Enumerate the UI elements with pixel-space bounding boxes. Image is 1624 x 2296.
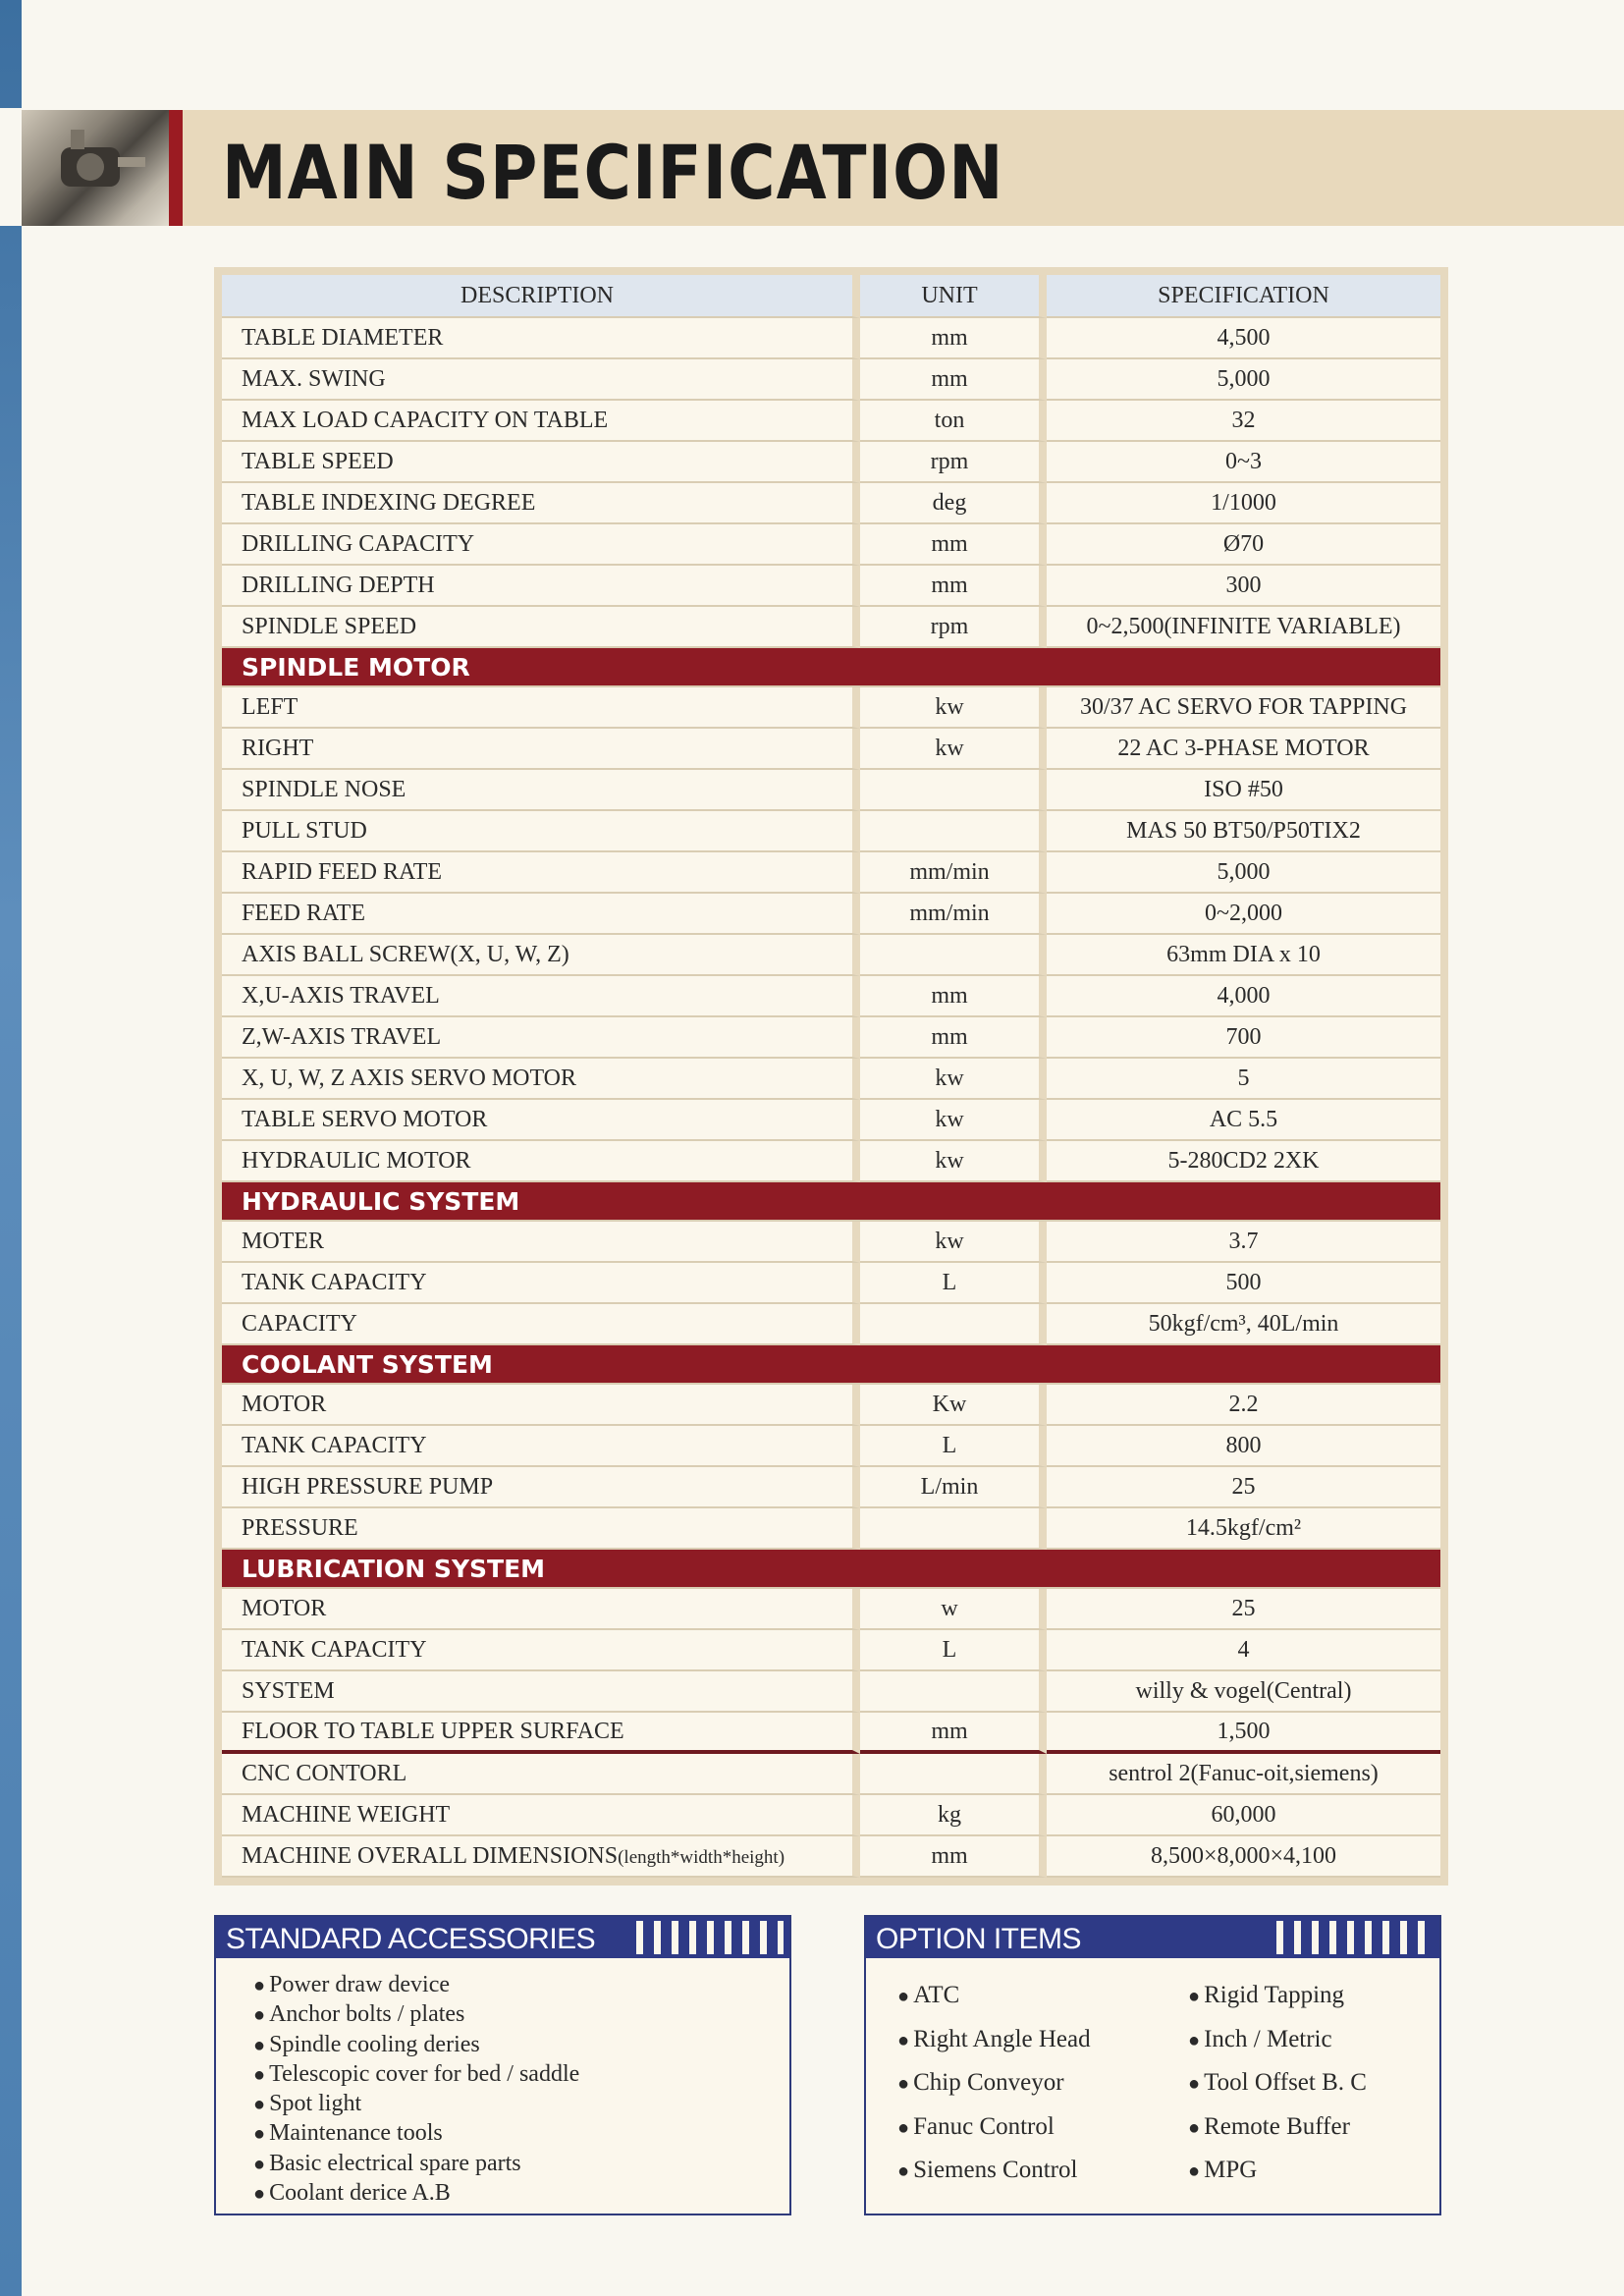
cell-unit: deg — [860, 483, 1047, 524]
option-item-text: Right Angle Head — [913, 2025, 1091, 2052]
option-item-text: Rigid Tapping — [1204, 1982, 1345, 2008]
cell-description — [222, 1836, 860, 1878]
cell-specification: 25 — [1047, 1467, 1440, 1508]
cell-specification: 4,500 — [1047, 318, 1440, 359]
table-row — [222, 1222, 1440, 1263]
option-items-title: OPTION ITEMS — [876, 1923, 1082, 1955]
cell-unit: kg — [860, 1795, 1047, 1836]
list-item-text: Spindle cooling deries — [269, 2031, 480, 2057]
description-text: SYSTEM — [242, 1677, 335, 1704]
description-text: MOTOR — [242, 1391, 327, 1417]
list-item — [253, 1999, 579, 2029]
cell-unit: kw — [860, 1100, 1047, 1141]
bullet-icon: ● — [1188, 2073, 1201, 2095]
spec-table-body — [222, 318, 1440, 1878]
cell-unit — [860, 1754, 1047, 1795]
description-text: CNC CONTORL — [242, 1760, 407, 1786]
cell-unit: rpm — [860, 442, 1047, 483]
bullet-icon: ● — [253, 2004, 266, 2027]
cell-specification: AC 5.5 — [1047, 1100, 1440, 1141]
cell-description — [222, 1141, 860, 1182]
description-text: SPINDLE NOSE — [242, 776, 406, 802]
cell-unit: rpm — [860, 607, 1047, 648]
cell-specification: 0~2,000 — [1047, 894, 1440, 935]
cell-description — [222, 1713, 860, 1754]
header-description: DESCRIPTION — [222, 275, 860, 318]
cell-unit: mm — [860, 1713, 1047, 1754]
list-item — [253, 2178, 579, 2208]
cell-specification: 63mm DIA x 10 — [1047, 935, 1440, 976]
option-item — [1188, 2069, 1367, 2097]
cell-unit: mm — [860, 524, 1047, 566]
option-item-text: Tool Offset B. C — [1204, 2069, 1367, 2096]
cell-unit: kw — [860, 1141, 1047, 1182]
cell-unit: Kw — [860, 1385, 1047, 1426]
bullet-icon: ● — [897, 2116, 910, 2139]
cell-description — [222, 1630, 860, 1671]
description-text: SPINDLE SPEED — [242, 613, 417, 639]
cell-unit: mm — [860, 1017, 1047, 1059]
table-row — [222, 1795, 1440, 1836]
standard-accessories-box — [214, 1915, 791, 2215]
cell-specification: 25 — [1047, 1589, 1440, 1630]
description-text: TABLE SPEED — [242, 448, 394, 474]
description-text: HIGH PRESSURE PUMP — [242, 1473, 494, 1500]
cell-specification: 0~3 — [1047, 442, 1440, 483]
cell-specification: 1,500 — [1047, 1713, 1440, 1754]
description-text: CAPACITY — [242, 1310, 357, 1337]
list-item-text: Anchor bolts / plates — [269, 2001, 465, 2028]
cell-description — [222, 852, 860, 894]
header-stripes-decoration — [636, 1921, 784, 1954]
cell-unit: mm — [860, 1836, 1047, 1878]
bullet-icon: ● — [897, 1986, 910, 2007]
description-text: MAX LOAD CAPACITY ON TABLE — [242, 407, 609, 433]
page-title: MAIN SPECIFICATION — [222, 130, 1004, 217]
option-item-text: MPG — [1204, 2157, 1258, 2183]
section-title: HYDRAULIC SYSTEM — [222, 1182, 1440, 1222]
table-row — [222, 359, 1440, 401]
table-row — [222, 1304, 1440, 1345]
header-accent-bar — [169, 110, 183, 226]
table-row — [222, 1713, 1440, 1754]
bullet-icon: ● — [897, 2073, 910, 2095]
cell-description — [222, 1426, 860, 1467]
cell-specification: ISO #50 — [1047, 770, 1440, 811]
cell-unit: w — [860, 1589, 1047, 1630]
cell-description — [222, 607, 860, 648]
cell-specification: 5,000 — [1047, 359, 1440, 401]
table-row — [222, 1754, 1440, 1795]
cell-unit — [860, 811, 1047, 852]
header-specification: SPECIFICATION — [1047, 275, 1440, 318]
cell-specification: 50kgf/cm³, 40L/min — [1047, 1304, 1440, 1345]
table-row — [222, 687, 1440, 729]
list-item-text: Telescopic cover for bed / saddle — [269, 2060, 580, 2087]
cell-description — [222, 770, 860, 811]
option-item-text: Fanuc Control — [913, 2112, 1055, 2140]
option-item — [1188, 2026, 1332, 2053]
spec-table-frame — [214, 267, 1448, 1886]
cell-specification: 30/37 AC SERVO FOR TAPPING — [1047, 687, 1440, 729]
cell-description — [222, 935, 860, 976]
cell-specification: 700 — [1047, 1017, 1440, 1059]
bullet-icon: ● — [897, 2029, 910, 2051]
cell-specification: 4,000 — [1047, 976, 1440, 1017]
cell-unit — [860, 1304, 1047, 1345]
cell-description — [222, 1263, 860, 1304]
description-text: MACHINE OVERALL DIMENSIONS — [242, 1842, 619, 1869]
cell-description — [222, 687, 860, 729]
option-item-text: Siemens Control — [913, 2157, 1078, 2183]
option-item — [1188, 2157, 1257, 2184]
option-item — [897, 2113, 1055, 2141]
cell-unit: mm — [860, 976, 1047, 1017]
bullet-icon: ● — [253, 2063, 266, 2086]
list-item — [253, 2030, 579, 2059]
description-text: X,U-AXIS TRAVEL — [242, 982, 440, 1009]
standard-accessories-title: STANDARD ACCESSORIES — [226, 1923, 596, 1955]
table-row — [222, 935, 1440, 976]
cell-description — [222, 1467, 860, 1508]
cell-unit: kw — [860, 687, 1047, 729]
cell-description — [222, 1795, 860, 1836]
cell-description — [222, 1671, 860, 1713]
cell-unit — [860, 770, 1047, 811]
table-row — [222, 566, 1440, 607]
section-header-row — [222, 1550, 1440, 1589]
cell-unit: mm — [860, 566, 1047, 607]
machine-photo-icon — [51, 128, 149, 208]
table-row — [222, 729, 1440, 770]
cell-unit: kw — [860, 1222, 1047, 1263]
cell-description — [222, 1304, 860, 1345]
option-item — [897, 2157, 1077, 2184]
section-header-row — [222, 648, 1440, 687]
table-row — [222, 442, 1440, 483]
description-text: Z,W-AXIS TRAVEL — [242, 1023, 442, 1050]
option-item — [1188, 1982, 1344, 2009]
description-text: PRESSURE — [242, 1514, 358, 1541]
cell-description — [222, 729, 860, 770]
table-row — [222, 1385, 1440, 1426]
table-row — [222, 318, 1440, 359]
bullet-icon: ● — [1188, 2029, 1201, 2051]
table-row — [222, 811, 1440, 852]
option-item — [897, 2069, 1064, 2097]
table-row — [222, 1630, 1440, 1671]
bullet-icon: ● — [253, 2094, 266, 2116]
list-item-text: Power draw device — [269, 1972, 451, 1997]
cell-description — [222, 318, 860, 359]
description-text: TANK CAPACITY — [242, 1269, 427, 1295]
list-item — [253, 2089, 579, 2118]
section-header-row — [222, 1182, 1440, 1222]
cell-description — [222, 401, 860, 442]
bullet-icon: ● — [1188, 2116, 1201, 2139]
description-text: TANK CAPACITY — [242, 1636, 427, 1663]
cell-unit: kw — [860, 729, 1047, 770]
option-items-box — [864, 1915, 1441, 2215]
cell-unit: L — [860, 1426, 1047, 1467]
cell-specification: Ø70 — [1047, 524, 1440, 566]
description-note: (length*width*height) — [618, 1846, 785, 1868]
bullet-icon: ● — [253, 2183, 266, 2206]
list-item-text: Spot light — [269, 2091, 362, 2117]
description-text: MOTER — [242, 1228, 324, 1254]
table-row — [222, 1100, 1440, 1141]
cell-unit: mm — [860, 359, 1047, 401]
table-row — [222, 1017, 1440, 1059]
list-item-text: Coolant derice A.B — [269, 2180, 451, 2207]
table-row — [222, 607, 1440, 648]
cell-description — [222, 524, 860, 566]
description-text: MOTOR — [242, 1595, 327, 1621]
cell-specification: 32 — [1047, 401, 1440, 442]
cell-description — [222, 359, 860, 401]
table-header-row — [222, 275, 1440, 318]
table-row — [222, 1141, 1440, 1182]
cell-specification: MAS 50 BT50/P50TIX2 — [1047, 811, 1440, 852]
table-row — [222, 976, 1440, 1017]
description-text: PULL STUD — [242, 817, 367, 844]
page-edge-gap — [0, 108, 22, 226]
table-row — [222, 1426, 1440, 1467]
list-item — [253, 2149, 579, 2178]
table-row — [222, 1836, 1440, 1878]
table-row — [222, 524, 1440, 566]
cell-description — [222, 1385, 860, 1426]
bullet-icon: ● — [253, 1975, 266, 1996]
spec-table — [222, 275, 1440, 1878]
cell-unit: L/min — [860, 1467, 1047, 1508]
section-header-row — [222, 1345, 1440, 1385]
section-title: LUBRICATION SYSTEM — [222, 1550, 1440, 1589]
cell-description — [222, 1100, 860, 1141]
description-text: X, U, W, Z AXIS SERVO MOTOR — [242, 1065, 577, 1091]
description-text: RAPID FEED RATE — [242, 858, 443, 885]
description-text: HYDRAULIC MOTOR — [242, 1147, 471, 1174]
table-row — [222, 852, 1440, 894]
table-row — [222, 1671, 1440, 1713]
cell-description — [222, 1222, 860, 1263]
cell-description — [222, 1754, 860, 1795]
option-item-text: Inch / Metric — [1204, 2025, 1332, 2052]
cell-description — [222, 1508, 860, 1550]
table-row — [222, 1467, 1440, 1508]
table-row — [222, 1508, 1440, 1550]
section-title: SPINDLE MOTOR — [222, 648, 1440, 687]
cell-description — [222, 811, 860, 852]
cell-description — [222, 1059, 860, 1100]
table-row — [222, 770, 1440, 811]
description-text: TANK CAPACITY — [242, 1432, 427, 1458]
table-row — [222, 401, 1440, 442]
cell-specification: 4 — [1047, 1630, 1440, 1671]
cell-unit: kw — [860, 1059, 1047, 1100]
cell-unit: ton — [860, 401, 1047, 442]
cell-description — [222, 566, 860, 607]
cell-description — [222, 976, 860, 1017]
cell-description — [222, 442, 860, 483]
cell-specification: 22 AC 3-PHASE MOTOR — [1047, 729, 1440, 770]
option-item — [897, 2026, 1091, 2053]
header-unit: UNIT — [860, 275, 1047, 318]
cell-specification: 60,000 — [1047, 1795, 1440, 1836]
option-item-text: Chip Conveyor — [913, 2069, 1064, 2096]
list-item — [253, 2118, 579, 2148]
description-text: FLOOR TO TABLE UPPER SURFACE — [242, 1718, 624, 1744]
cell-unit: L — [860, 1263, 1047, 1304]
description-text: RIGHT — [242, 735, 314, 761]
description-text: TABLE SERVO MOTOR — [242, 1106, 488, 1132]
bullet-icon: ● — [253, 2153, 266, 2175]
cell-specification: sentrol 2(Fanuc-oit,siemens) — [1047, 1754, 1440, 1795]
cell-specification: 8,500×8,000×4,100 — [1047, 1836, 1440, 1878]
description-text: MAX. SWING — [242, 365, 386, 392]
cell-unit: mm/min — [860, 852, 1047, 894]
header-stripes-decoration — [1276, 1921, 1434, 1954]
cell-specification: 1/1000 — [1047, 483, 1440, 524]
option-item — [897, 1982, 959, 2009]
bullet-icon: ● — [253, 2034, 266, 2056]
cell-description — [222, 1017, 860, 1059]
list-item — [253, 1970, 579, 1999]
description-text: DRILLING DEPTH — [242, 572, 435, 598]
cell-description — [222, 1589, 860, 1630]
description-text: DRILLING CAPACITY — [242, 530, 475, 557]
cell-unit: mm — [860, 318, 1047, 359]
cell-specification: 800 — [1047, 1426, 1440, 1467]
cell-specification: 5 — [1047, 1059, 1440, 1100]
cell-unit: L — [860, 1630, 1047, 1671]
standard-accessories-header — [216, 1917, 789, 1958]
cell-specification: 0~2,500(INFINITE VARIABLE) — [1047, 607, 1440, 648]
table-row — [222, 894, 1440, 935]
table-row — [222, 1059, 1440, 1100]
list-item-text: Basic electrical spare parts — [269, 2150, 521, 2176]
bullet-icon: ● — [897, 2160, 910, 2182]
description-text: TABLE DIAMETER — [242, 324, 444, 351]
option-item-text: Remote Buffer — [1204, 2112, 1350, 2140]
description-text: MACHINE WEIGHT — [242, 1801, 451, 1828]
option-item — [1188, 2113, 1350, 2141]
cell-unit: mm/min — [860, 894, 1047, 935]
cell-specification: 2.2 — [1047, 1385, 1440, 1426]
page-edge-stripe — [0, 0, 22, 2296]
bullet-icon: ● — [253, 2123, 266, 2146]
cell-description — [222, 894, 860, 935]
cell-specification: 14.5kgf/cm² — [1047, 1508, 1440, 1550]
description-text: AXIS BALL SCREW(X, U, W, Z) — [242, 941, 569, 967]
table-row — [222, 483, 1440, 524]
description-text: FEED RATE — [242, 900, 365, 926]
table-row — [222, 1589, 1440, 1630]
cell-unit — [860, 1508, 1047, 1550]
bullet-icon: ● — [1188, 2160, 1201, 2182]
cell-specification: 3.7 — [1047, 1222, 1440, 1263]
cell-unit — [860, 935, 1047, 976]
list-item — [253, 2059, 579, 2089]
section-title: COOLANT SYSTEM — [222, 1345, 1440, 1385]
standard-accessories-list — [253, 1970, 579, 2208]
description-text: TABLE INDEXING DEGREE — [242, 489, 536, 516]
cell-specification: 5-280CD2 2XK — [1047, 1141, 1440, 1182]
option-item-text: ATC — [913, 1982, 960, 2008]
list-item-text: Maintenance tools — [269, 2120, 443, 2147]
cell-unit — [860, 1671, 1047, 1713]
bullet-icon: ● — [1188, 1986, 1201, 2007]
option-items-header — [866, 1917, 1439, 1958]
cell-specification: 5,000 — [1047, 852, 1440, 894]
cell-specification: 500 — [1047, 1263, 1440, 1304]
machine-photo — [22, 110, 169, 226]
table-row — [222, 1263, 1440, 1304]
cell-description — [222, 483, 860, 524]
cell-specification: 300 — [1047, 566, 1440, 607]
description-text: LEFT — [242, 693, 298, 720]
cell-specification: willy & vogel(Central) — [1047, 1671, 1440, 1713]
